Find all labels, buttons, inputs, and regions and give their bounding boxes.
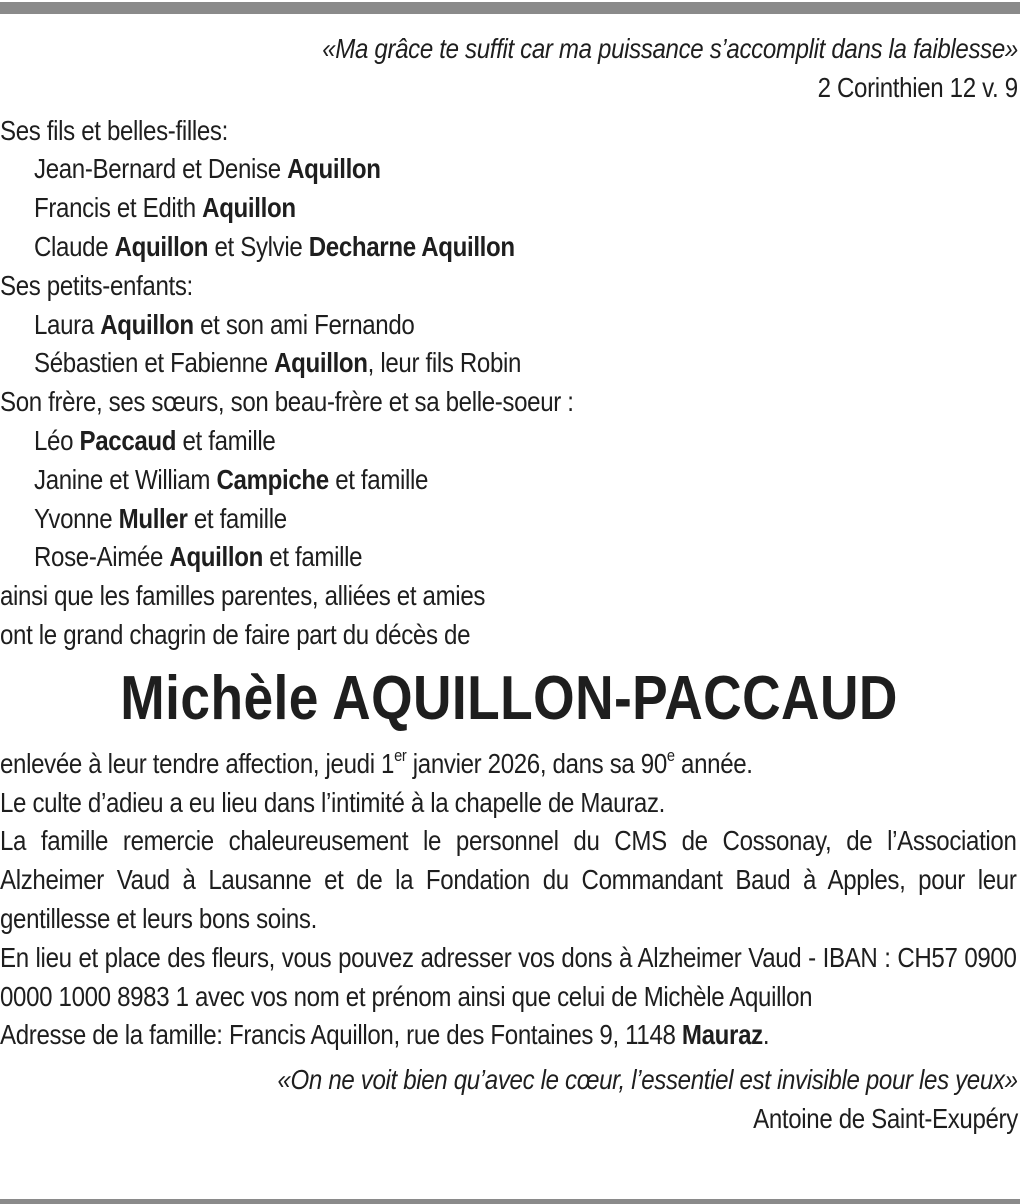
sibling-name-text: Léo bbox=[34, 424, 80, 456]
relation-text: et famille bbox=[328, 463, 429, 495]
surname: Campiche bbox=[216, 463, 329, 495]
grandchild-name-text: Laura bbox=[34, 308, 101, 340]
grandchild-name-text: Sébastien et Fabienne bbox=[34, 347, 275, 379]
ordinal-suffix: e bbox=[666, 745, 675, 765]
relation-text: , leur fils Robin bbox=[367, 347, 522, 379]
surname: Aquillon bbox=[100, 308, 194, 340]
donations-paragraph: En lieu et place des fleurs, vous pouvez adresser vos dons à Alzheimer Vaud - IBAN : CH57 0900 0000 1000 8983 1 avec vos nom et prénom ainsi que celui de Michèle Aquillon bbox=[0, 941, 1017, 1012]
surname: Paccaud bbox=[79, 424, 177, 456]
thanks-paragraph: La famille remercie chaleureusement le personnel du CMS de Cossonay, de l’Association Alzheimer Vaud à Lausanne et de la Fondation du Commandant Baud à Apples, pour leur gentillesse et leurs bons soins. bbox=[0, 825, 1017, 934]
address-line bbox=[0, 1016, 769, 1055]
top-rule bbox=[0, 2, 1020, 14]
family-list bbox=[0, 112, 1018, 655]
list-item bbox=[0, 344, 1018, 383]
epigraph-reference: 2 Corinthien 12 v. 9 bbox=[817, 71, 1018, 103]
list-item bbox=[0, 228, 1018, 267]
surname: Aquillon bbox=[287, 153, 381, 185]
closing-author: Antoine de Saint-Exupéry bbox=[753, 1102, 1018, 1134]
passing-text: enlevée à leur tendre affection, jeudi 1 bbox=[0, 747, 395, 779]
address-locality: Mauraz bbox=[681, 1019, 763, 1051]
list-item bbox=[0, 150, 1018, 189]
surname: Aquillon bbox=[274, 347, 368, 379]
sibling-name-text: Janine et William bbox=[34, 463, 217, 495]
relation-text: et famille bbox=[262, 541, 363, 573]
sibling-name-text: Rose-Aimée bbox=[34, 541, 170, 573]
bottom-rule bbox=[0, 1199, 1020, 1204]
son-name-text: Jean-Bernard et Denise bbox=[34, 153, 288, 185]
passing-text: janvier 2026, dans sa 90 bbox=[406, 747, 667, 779]
address-text: . bbox=[762, 1019, 770, 1051]
passing-line bbox=[0, 745, 753, 784]
sons-heading: Ses fils et belles-filles: bbox=[0, 114, 228, 146]
surname: Aquillon bbox=[114, 230, 209, 262]
details bbox=[0, 745, 1018, 1055]
service-line: Le culte d’adieu a eu lieu dans l’intimité à la chapelle de Mauraz. bbox=[0, 786, 666, 818]
connector-text: et Sylvie bbox=[208, 230, 309, 262]
surname: Aquillon bbox=[202, 192, 296, 224]
epigraph-quote: «Ma grâce te suffit car ma puissance s’accomplit dans la faiblesse» bbox=[322, 33, 1018, 64]
surname: Decharne Aquillon bbox=[308, 230, 515, 262]
grandchildren-heading: Ses petits-enfants: bbox=[0, 269, 193, 301]
sibling-name-text: Yvonne bbox=[34, 502, 119, 534]
siblings-heading: Son frère, ses sœurs, son beau-frère et sa belle-soeur : bbox=[0, 386, 574, 418]
relation-text: et son ami Fernando bbox=[193, 308, 415, 340]
deceased-name-heading bbox=[0, 659, 1018, 745]
deceased-name: Michèle AQUILLON-PACCAUD bbox=[120, 663, 898, 733]
address-text: Adresse de la famille: Francis Aquillon, rue des Fontaines 9, 1148 bbox=[0, 1019, 682, 1051]
surname: Aquillon bbox=[169, 541, 263, 573]
others-line: ainsi que les familles parentes, alliées et amies bbox=[0, 580, 486, 612]
closing-quote bbox=[0, 1061, 1018, 1139]
closing-quote-text: «On ne voit bien qu’avec le cœur, l’essentiel est invisible pour les yeux» bbox=[277, 1064, 1018, 1096]
list-item bbox=[0, 306, 1018, 345]
announcement-line: ont le grand chagrin de faire part du décès de bbox=[0, 618, 471, 650]
obituary-notice bbox=[0, 30, 1018, 1139]
list-item bbox=[0, 500, 1018, 539]
surname: Muller bbox=[118, 502, 188, 534]
list-item bbox=[0, 461, 1018, 500]
passing-text: année. bbox=[674, 747, 753, 779]
list-item bbox=[0, 189, 1018, 228]
list-item bbox=[0, 422, 1018, 461]
son-name-text: Claude bbox=[34, 230, 115, 262]
son-name-text: Francis et Edith bbox=[34, 192, 203, 224]
ordinal-suffix: er bbox=[394, 745, 407, 765]
relation-text: et famille bbox=[187, 502, 287, 534]
epigraph bbox=[0, 30, 1018, 108]
relation-text: et famille bbox=[176, 424, 276, 456]
list-item bbox=[0, 538, 1018, 577]
